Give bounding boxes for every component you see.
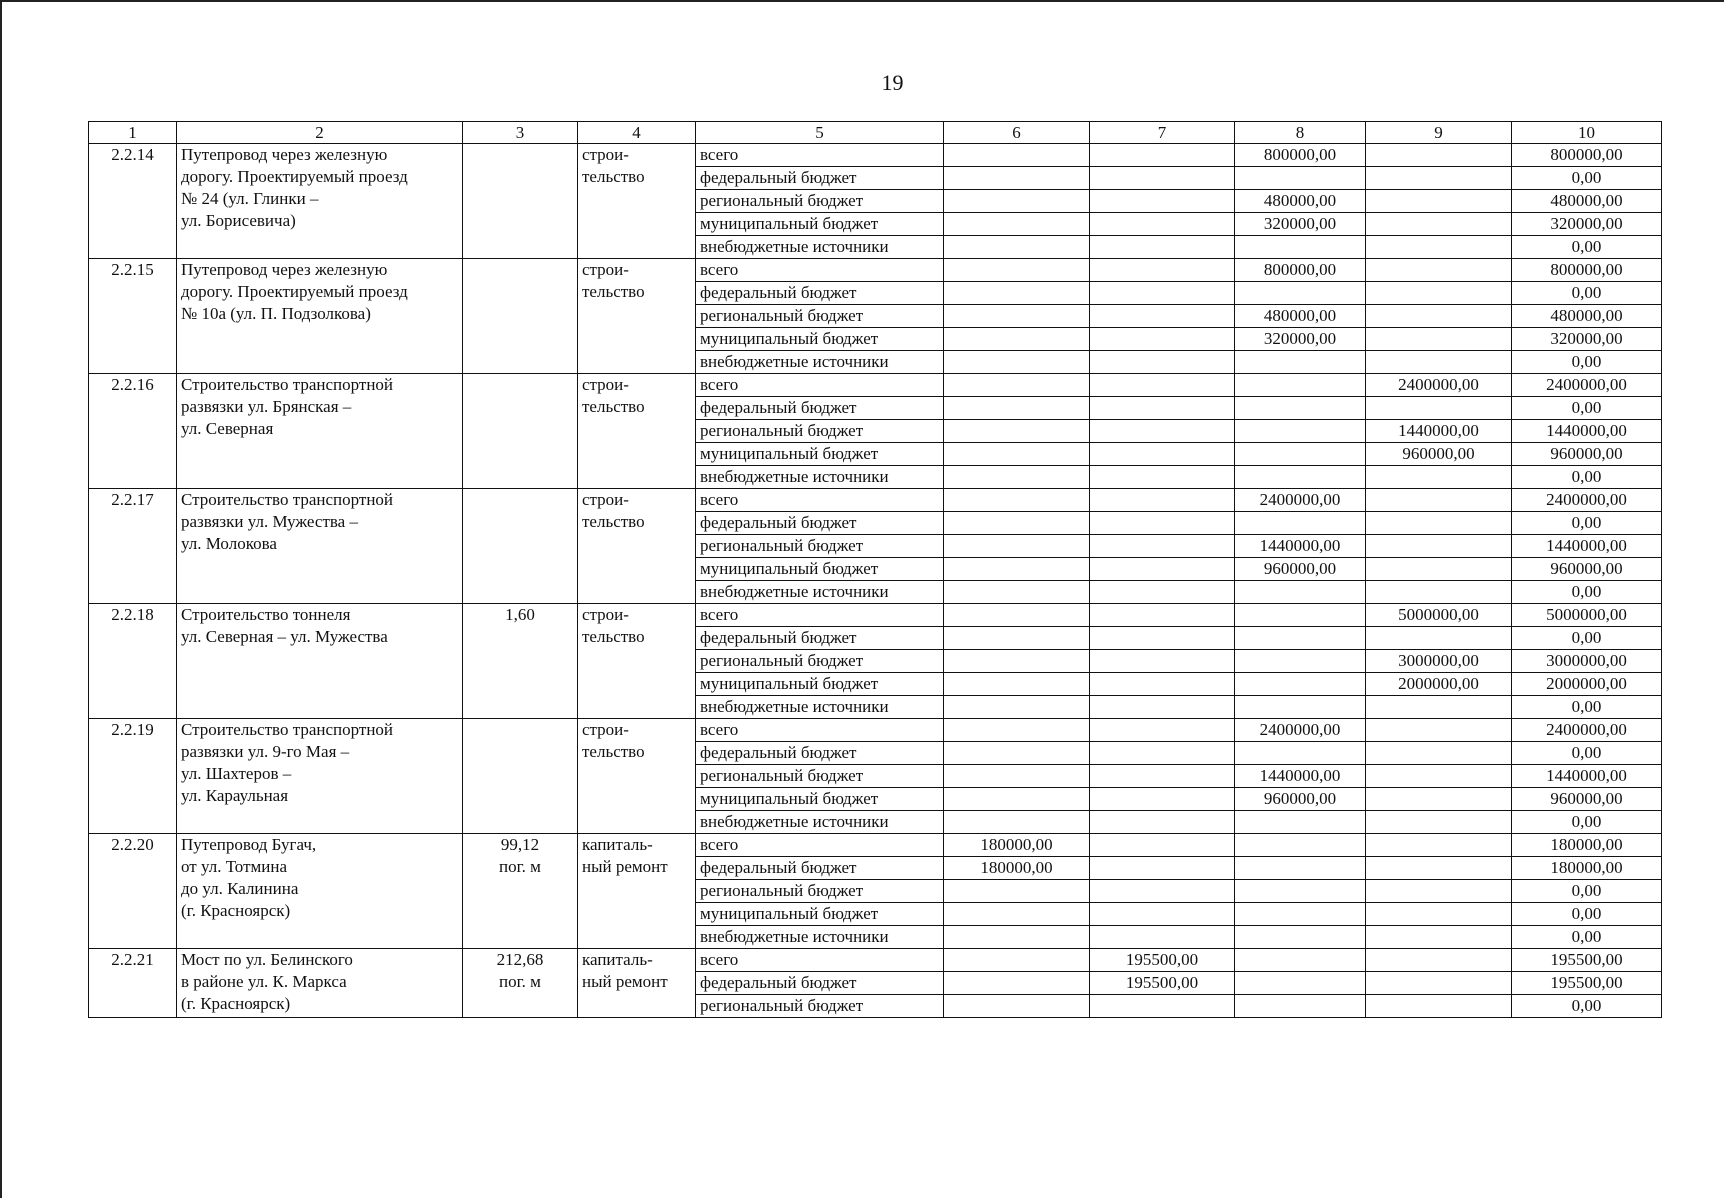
year-value [1090, 995, 1235, 1018]
total-value: 5000000,00 [1512, 604, 1662, 627]
funding-source: федеральный бюджет [696, 167, 944, 190]
funding-source: муниципальный бюджет [696, 443, 944, 466]
total-value: 0,00 [1512, 880, 1662, 903]
year-value: 195500,00 [1090, 949, 1235, 972]
total-value: 0,00 [1512, 466, 1662, 489]
funding-source: федеральный бюджет [696, 627, 944, 650]
column-header: 1 [89, 122, 177, 144]
year-value: 2000000,00 [1366, 673, 1512, 696]
year-value [1366, 627, 1512, 650]
year-value [944, 512, 1090, 535]
year-value [944, 236, 1090, 259]
year-value [944, 742, 1090, 765]
year-value [1090, 282, 1235, 305]
year-value [944, 650, 1090, 673]
year-value [1366, 213, 1512, 236]
total-value: 1440000,00 [1512, 420, 1662, 443]
year-value [1366, 880, 1512, 903]
table-row [89, 374, 1662, 397]
year-value [1090, 627, 1235, 650]
funding-source: внебюджетные источники [696, 581, 944, 604]
total-value: 960000,00 [1512, 558, 1662, 581]
year-value [1235, 167, 1366, 190]
total-value: 0,00 [1512, 811, 1662, 834]
year-value [1090, 581, 1235, 604]
item-name: Строительство транспортной развязки ул. 9-го Мая – ул. Шахтеров – ул. Караульная [177, 719, 463, 834]
year-value [1366, 535, 1512, 558]
year-value [1090, 374, 1235, 397]
year-value [1366, 328, 1512, 351]
funding-source: региональный бюджет [696, 535, 944, 558]
year-value [1090, 558, 1235, 581]
year-value: 195500,00 [1090, 972, 1235, 995]
header-row [89, 122, 1662, 144]
funding-source: муниципальный бюджет [696, 903, 944, 926]
funding-source: внебюджетные источники [696, 351, 944, 374]
item-name: Мост по ул. Белинского в районе ул. К. Маркса (г. Красноярск) [177, 949, 463, 1018]
table-row [89, 489, 1662, 512]
year-value [1235, 581, 1366, 604]
total-value: 960000,00 [1512, 788, 1662, 811]
page-number: 19 [881, 70, 904, 95]
total-value: 2400000,00 [1512, 374, 1662, 397]
year-value [1235, 903, 1366, 926]
total-value: 180000,00 [1512, 857, 1662, 880]
year-value [1366, 811, 1512, 834]
year-value [1235, 995, 1366, 1018]
item-measure [463, 259, 578, 374]
year-value: 960000,00 [1235, 558, 1366, 581]
year-value [1090, 811, 1235, 834]
funding-source: региональный бюджет [696, 305, 944, 328]
total-value: 0,00 [1512, 903, 1662, 926]
year-value [1235, 972, 1366, 995]
year-value [1366, 742, 1512, 765]
year-value [1235, 949, 1366, 972]
funding-source: всего [696, 604, 944, 627]
year-value [944, 489, 1090, 512]
year-value [1235, 443, 1366, 466]
year-value [1366, 949, 1512, 972]
item-measure [463, 489, 578, 604]
funding-source: федеральный бюджет [696, 397, 944, 420]
year-value [1090, 167, 1235, 190]
year-value: 2400000,00 [1366, 374, 1512, 397]
funding-source: всего [696, 719, 944, 742]
funding-source: всего [696, 834, 944, 857]
year-value: 1440000,00 [1235, 765, 1366, 788]
year-value: 960000,00 [1366, 443, 1512, 466]
year-value [1090, 857, 1235, 880]
total-value: 320000,00 [1512, 328, 1662, 351]
year-value: 1440000,00 [1235, 535, 1366, 558]
year-value [944, 374, 1090, 397]
total-value: 0,00 [1512, 512, 1662, 535]
year-value: 480000,00 [1235, 305, 1366, 328]
year-value [1366, 857, 1512, 880]
year-value [1235, 696, 1366, 719]
total-value: 800000,00 [1512, 259, 1662, 282]
year-value: 2400000,00 [1235, 719, 1366, 742]
work-type: строи- тельство [578, 144, 696, 259]
total-value: 0,00 [1512, 995, 1662, 1018]
year-value [1090, 489, 1235, 512]
work-type: строи- тельство [578, 719, 696, 834]
year-value: 180000,00 [944, 834, 1090, 857]
item-measure [463, 374, 578, 489]
total-value: 195500,00 [1512, 949, 1662, 972]
year-value [1090, 788, 1235, 811]
year-value: 2400000,00 [1235, 489, 1366, 512]
item-measure: 212,68 пог. м [463, 949, 578, 1018]
year-value [1366, 558, 1512, 581]
year-value [1366, 305, 1512, 328]
item-measure: 99,12 пог. м [463, 834, 578, 949]
year-value [1235, 466, 1366, 489]
year-value [944, 995, 1090, 1018]
total-value: 0,00 [1512, 236, 1662, 259]
item-measure [463, 144, 578, 259]
year-value [1090, 650, 1235, 673]
column-header: 3 [463, 122, 578, 144]
work-type: капиталь- ный ремонт [578, 949, 696, 1018]
year-value [1090, 443, 1235, 466]
total-value: 0,00 [1512, 282, 1662, 305]
item-number: 2.2.21 [89, 949, 177, 1018]
year-value [1235, 420, 1366, 443]
funding-source: региональный бюджет [696, 765, 944, 788]
budget-table [88, 121, 1662, 1018]
year-value [944, 282, 1090, 305]
total-value: 2400000,00 [1512, 489, 1662, 512]
year-value [944, 144, 1090, 167]
table-row [89, 259, 1662, 282]
funding-source: федеральный бюджет [696, 282, 944, 305]
funding-source: внебюджетные источники [696, 236, 944, 259]
item-number: 2.2.18 [89, 604, 177, 719]
table-row [89, 144, 1662, 167]
year-value [1090, 535, 1235, 558]
year-value [1090, 673, 1235, 696]
year-value [1235, 926, 1366, 949]
funding-source: муниципальный бюджет [696, 558, 944, 581]
work-type: строи- тельство [578, 604, 696, 719]
column-header: 2 [177, 122, 463, 144]
year-value: 960000,00 [1235, 788, 1366, 811]
year-value [944, 949, 1090, 972]
year-value [1366, 351, 1512, 374]
item-number: 2.2.20 [89, 834, 177, 949]
year-value [944, 305, 1090, 328]
year-value [1090, 190, 1235, 213]
year-value [1235, 857, 1366, 880]
item-number: 2.2.16 [89, 374, 177, 489]
funding-source: всего [696, 489, 944, 512]
year-value [944, 535, 1090, 558]
item-measure [463, 719, 578, 834]
total-value: 320000,00 [1512, 213, 1662, 236]
table-row [89, 834, 1662, 857]
year-value [944, 696, 1090, 719]
total-value: 800000,00 [1512, 144, 1662, 167]
total-value: 195500,00 [1512, 972, 1662, 995]
year-value [1090, 742, 1235, 765]
year-value [1366, 190, 1512, 213]
year-value [1366, 995, 1512, 1018]
year-value [1235, 512, 1366, 535]
work-type: строи- тельство [578, 259, 696, 374]
total-value: 180000,00 [1512, 834, 1662, 857]
year-value: 320000,00 [1235, 213, 1366, 236]
year-value [1366, 696, 1512, 719]
year-value [944, 213, 1090, 236]
year-value [1366, 926, 1512, 949]
year-value [1090, 236, 1235, 259]
year-value [944, 397, 1090, 420]
year-value [944, 420, 1090, 443]
year-value [944, 765, 1090, 788]
column-header: 5 [696, 122, 944, 144]
column-header: 7 [1090, 122, 1235, 144]
year-value: 1440000,00 [1366, 420, 1512, 443]
year-value [944, 351, 1090, 374]
year-value [1235, 742, 1366, 765]
year-value [944, 328, 1090, 351]
year-value [1235, 282, 1366, 305]
funding-source: всего [696, 374, 944, 397]
total-value: 480000,00 [1512, 190, 1662, 213]
year-value [944, 673, 1090, 696]
year-value [944, 558, 1090, 581]
year-value [944, 604, 1090, 627]
column-header: 4 [578, 122, 696, 144]
year-value [1235, 604, 1366, 627]
total-value: 0,00 [1512, 351, 1662, 374]
year-value [1366, 466, 1512, 489]
year-value [1235, 374, 1366, 397]
year-value: 800000,00 [1235, 144, 1366, 167]
year-value [944, 167, 1090, 190]
work-type: капиталь- ный ремонт [578, 834, 696, 949]
funding-source: региональный бюджет [696, 190, 944, 213]
year-value [1235, 397, 1366, 420]
year-value [1090, 834, 1235, 857]
year-value [1366, 236, 1512, 259]
year-value [944, 926, 1090, 949]
total-value: 0,00 [1512, 397, 1662, 420]
total-value: 0,00 [1512, 696, 1662, 719]
total-value: 1440000,00 [1512, 765, 1662, 788]
funding-source: муниципальный бюджет [696, 788, 944, 811]
year-value [1366, 489, 1512, 512]
year-value [944, 581, 1090, 604]
year-value: 320000,00 [1235, 328, 1366, 351]
year-value [1366, 972, 1512, 995]
funding-source: всего [696, 144, 944, 167]
year-value [1090, 144, 1235, 167]
year-value [1366, 259, 1512, 282]
funding-source: муниципальный бюджет [696, 328, 944, 351]
table-row [89, 604, 1662, 627]
year-value [1090, 259, 1235, 282]
year-value [944, 190, 1090, 213]
work-type: строи- тельство [578, 489, 696, 604]
total-value: 2000000,00 [1512, 673, 1662, 696]
funding-source: региональный бюджет [696, 420, 944, 443]
item-measure: 1,60 [463, 604, 578, 719]
funding-source: федеральный бюджет [696, 857, 944, 880]
item-name: Путепровод Бугач, от ул. Тотмина до ул. Калинина (г. Красноярск) [177, 834, 463, 949]
year-value [1090, 420, 1235, 443]
year-value [1366, 167, 1512, 190]
year-value [1235, 650, 1366, 673]
item-name: Строительство транспортной развязки ул. Брянская – ул. Северная [177, 374, 463, 489]
year-value [944, 443, 1090, 466]
funding-source: региональный бюджет [696, 995, 944, 1018]
year-value [1235, 673, 1366, 696]
year-value [1235, 811, 1366, 834]
year-value [1090, 880, 1235, 903]
year-value [1235, 627, 1366, 650]
year-value [1090, 696, 1235, 719]
year-value [1366, 282, 1512, 305]
year-value [944, 880, 1090, 903]
table-row [89, 719, 1662, 742]
column-header: 6 [944, 122, 1090, 144]
total-value: 1440000,00 [1512, 535, 1662, 558]
year-value [1090, 926, 1235, 949]
year-value [1235, 880, 1366, 903]
year-value [944, 972, 1090, 995]
year-value [1366, 144, 1512, 167]
year-value [1366, 719, 1512, 742]
year-value [1090, 305, 1235, 328]
year-value [1366, 397, 1512, 420]
total-value: 0,00 [1512, 167, 1662, 190]
funding-source: внебюджетные источники [696, 466, 944, 489]
funding-source: внебюджетные источники [696, 926, 944, 949]
year-value [1235, 834, 1366, 857]
year-value [1090, 351, 1235, 374]
funding-source: муниципальный бюджет [696, 673, 944, 696]
year-value [1366, 512, 1512, 535]
year-value [1090, 604, 1235, 627]
year-value [1090, 903, 1235, 926]
funding-source: всего [696, 949, 944, 972]
total-value: 0,00 [1512, 627, 1662, 650]
work-type: строи- тельство [578, 374, 696, 489]
funding-source: федеральный бюджет [696, 742, 944, 765]
year-value [944, 719, 1090, 742]
funding-source: федеральный бюджет [696, 512, 944, 535]
year-value [944, 811, 1090, 834]
item-name: Строительство тоннеля ул. Северная – ул. Мужества [177, 604, 463, 719]
item-number: 2.2.15 [89, 259, 177, 374]
item-number: 2.2.14 [89, 144, 177, 259]
year-value: 480000,00 [1235, 190, 1366, 213]
year-value [1090, 328, 1235, 351]
year-value [1366, 765, 1512, 788]
total-value: 0,00 [1512, 926, 1662, 949]
year-value [1090, 213, 1235, 236]
year-value: 5000000,00 [1366, 604, 1512, 627]
item-name: Путепровод через железную дорогу. Проектируемый проезд № 10а (ул. П. Подзолкова) [177, 259, 463, 374]
year-value [944, 788, 1090, 811]
year-value [1366, 834, 1512, 857]
year-value [944, 466, 1090, 489]
funding-source: федеральный бюджет [696, 972, 944, 995]
table-row [89, 949, 1662, 972]
year-value [1090, 719, 1235, 742]
funding-source: региональный бюджет [696, 880, 944, 903]
funding-source: внебюджетные источники [696, 811, 944, 834]
funding-source: внебюджетные источники [696, 696, 944, 719]
total-value: 0,00 [1512, 581, 1662, 604]
year-value [944, 627, 1090, 650]
year-value [1235, 236, 1366, 259]
item-number: 2.2.17 [89, 489, 177, 604]
year-value [1366, 581, 1512, 604]
year-value [1090, 466, 1235, 489]
year-value [1090, 397, 1235, 420]
year-value [944, 903, 1090, 926]
year-value [1235, 351, 1366, 374]
total-value: 2400000,00 [1512, 719, 1662, 742]
total-value: 3000000,00 [1512, 650, 1662, 673]
column-header: 10 [1512, 122, 1662, 144]
item-number: 2.2.19 [89, 719, 177, 834]
item-name: Путепровод через железную дорогу. Проектируемый проезд № 24 (ул. Глинки – ул. Борисевича) [177, 144, 463, 259]
year-value: 3000000,00 [1366, 650, 1512, 673]
year-value [1090, 512, 1235, 535]
funding-source: всего [696, 259, 944, 282]
funding-source: муниципальный бюджет [696, 213, 944, 236]
year-value: 180000,00 [944, 857, 1090, 880]
year-value [1090, 765, 1235, 788]
item-name: Строительство транспортной развязки ул. Мужества – ул. Молокова [177, 489, 463, 604]
year-value [944, 259, 1090, 282]
year-value: 800000,00 [1235, 259, 1366, 282]
year-value [1366, 788, 1512, 811]
column-header: 9 [1366, 122, 1512, 144]
column-header: 8 [1235, 122, 1366, 144]
total-value: 480000,00 [1512, 305, 1662, 328]
total-value: 0,00 [1512, 742, 1662, 765]
funding-source: региональный бюджет [696, 650, 944, 673]
total-value: 960000,00 [1512, 443, 1662, 466]
year-value [1366, 903, 1512, 926]
